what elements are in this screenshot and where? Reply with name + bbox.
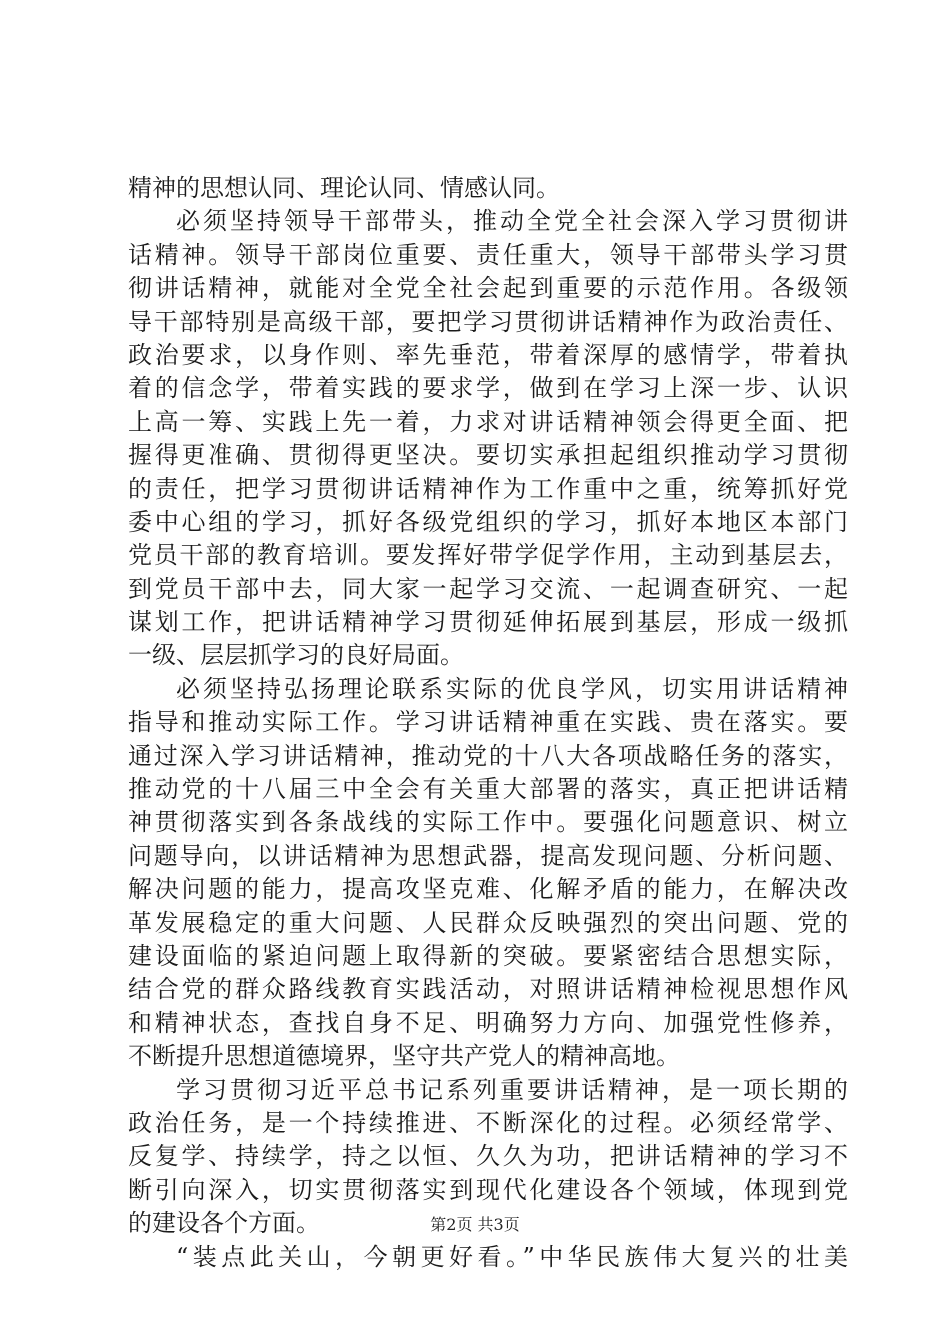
paragraph-line: 谋划工作，把讲话精神学习贯彻延伸拓展到基层，形成一级抓	[128, 608, 848, 637]
paragraph-line: 一级、层层抓学习的良好局面。	[128, 641, 464, 670]
paragraph-line: 学习贯彻习近平总书记系列重要讲话精神，是一项长期的	[176, 1075, 848, 1104]
paragraph-line: 革发展稳定的重大问题、人民群众反映强烈的突出问题、党的	[128, 908, 848, 937]
page-number-footer: 第2页 共3页	[430, 1215, 520, 1234]
paragraph-line: 神贯彻落实到各条战线的实际工作中。要强化问题意识、树立	[128, 808, 848, 837]
paragraph-line: 推动党的十八届三中全会有关重大部署的落实，真正把讲话精	[128, 775, 848, 804]
paragraph-line: 话精神。领导干部岗位重要、责任重大，领导干部带头学习贯	[128, 240, 848, 269]
paragraph-line: 通过深入学习讲话精神，推动党的十八大各项战略任务的落实，	[128, 741, 848, 770]
paragraph-line: 必须坚持弘扬理论联系实际的优良学风，切实用讲话精神	[176, 674, 848, 703]
paragraph-line: 结合党的群众路线教育实践活动，对照讲话精神检视思想作风	[128, 975, 848, 1004]
paragraph-line: 委中心组的学习，抓好各级党组织的学习，抓好本地区本部门	[128, 507, 848, 536]
paragraph-line: 建设面临的紧迫问题上取得新的突破。要紧密结合思想实际，	[128, 941, 848, 970]
paragraph-line: 彻讲话精神，就能对全党全社会起到重要的示范作用。各级领	[128, 274, 848, 303]
paragraph-line: 和精神状态，查找自身不足、明确努力方向、加强党性修养，	[128, 1008, 848, 1037]
paragraph-line: 到党员干部中去，同大家一起学习交流、一起调查研究、一起	[128, 574, 848, 603]
paragraph-line: “装点此关山，今朝更好看。”中华民族伟大复兴的壮美	[176, 1242, 848, 1271]
paragraph-line: 的责任，把学习贯彻讲话精神作为工作重中之重，统筹抓好党	[128, 474, 848, 503]
paragraph-line: 着的信念学，带着实践的要求学，做到在学习上深一步、认识	[128, 374, 848, 403]
paragraph-line: 的建设各个方面。	[128, 1209, 320, 1238]
paragraph-line: 政治任务，是一个持续推进、不断深化的过程。必须经常学、	[128, 1108, 848, 1137]
paragraph-line: 政治要求，以身作则、率先垂范，带着深厚的感情学，带着执	[128, 340, 848, 369]
paragraph-line: 断引向深入，切实贯彻落实到现代化建设各个领域，体现到党	[128, 1175, 848, 1204]
paragraph-line: 上高一筹、实践上先一着，力求对讲话精神领会得更全面、把	[128, 407, 848, 436]
paragraph-line: 反复学、持续学，持之以恒、久久为功，把讲话精神的学习不	[128, 1142, 848, 1171]
paragraph-line: 精神的思想认同、理论认同、情感认同。	[128, 174, 560, 202]
body-text	[128, 172, 848, 1274]
paragraph-line: 握得更准确、贯彻得更坚决。要切实承担起组织推动学习贯彻	[128, 441, 848, 470]
paragraph-line: 指导和推动实际工作。学习讲话精神重在实践、贵在落实。要	[128, 708, 848, 737]
paragraph-line: 解决问题的能力，提高攻坚克难、化解矛盾的能力，在解决改	[128, 875, 848, 904]
paragraph-line: 不断提升思想道德境界，坚守共产党人的精神高地。	[128, 1042, 680, 1071]
paragraph-line: 导干部特别是高级干部，要把学习贯彻讲话精神作为政治责任、	[128, 307, 848, 336]
paragraph-line: 问题导向，以讲话精神为思想武器，提高发现问题、分析问题、	[128, 841, 848, 870]
paragraph-line: 党员干部的教育培训。要发挥好带学促学作用，主动到基层去，	[128, 541, 848, 570]
paragraph-line: 必须坚持领导干部带头，推动全党全社会深入学习贯彻讲	[176, 207, 848, 236]
